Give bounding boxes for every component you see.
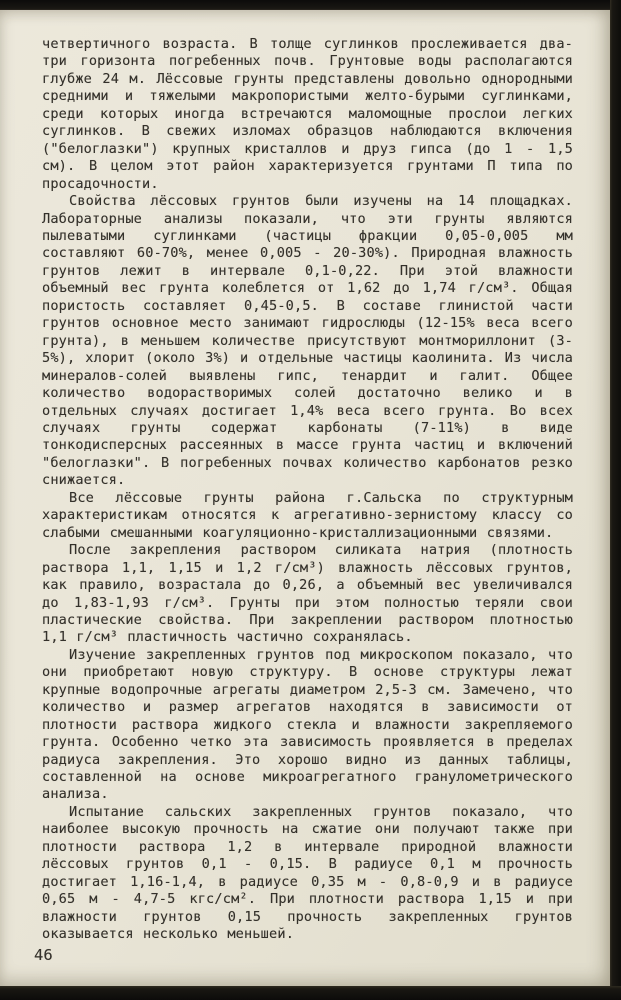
paper-page [0, 10, 610, 986]
paragraph: Изучение закрепленных грунтов под микроскопом показало, что они приобретают новую структуру. В основе структуры лежат крупные водопрочные агрегаты диаметром 2,5-3 см. Замечено, что количество и размер агрегатов находятся в зависимости от плотности раствора жидкого стекла и влажности закрепляемого грунта. Особенно четко эта зависимость проявляется в пределах радиуса закрепления. Это хорошо видно из данных таблицы, составленной на основе микроагрегатного гранулометрического анализа. [42, 646, 573, 803]
body-text [42, 36, 573, 944]
paragraph: Испытание сальских закрепленных грунтов показало, что наиболее высокую прочность на сжатие они получают также при плотности раствора 1,2 в интервале природной влажности лёссовых грунтов 0,1 - 0,15. В радиусе 0,1 м прочность достигает 1,16-1,4, в радиусе 0,35 м - 0,8-0,9 и в радиусе 0,65 м - 4,7-5 кгс/см². При плотности раствора 1,15 и при влажности грунтов 0,15 прочность закрепленных грунтов оказывается несколько меньшей. [42, 803, 573, 943]
paragraph-continuation: четвертичного возраста. В толще суглинков прослеживается два-три горизонта погребенных почв. Грунтовые воды располагаются глубже 24 м. Лёссовые грунты представлены довольно однородными средними и тяжелыми макропористыми желто-бурыми суглинками, среди которых иногда встречаются маломощные прослои легких суглинков. В свежих изломах образцов наблюдаются включения ("белоглазки") крупных кристаллов и друз гипса (до 1 - 1,5 см). В целом этот район характеризуется грунтами П типа по просадочности. [42, 36, 573, 192]
scan-edge-top [0, 0, 621, 10]
paragraph: Все лёссовые грунты района г.Сальска по структурным характеристикам относятся к агрегативно-зернистому классу со слабыми смешанными коагуляционно-кристаллизационными связями. [42, 489, 573, 541]
scan-edge-right [610, 0, 621, 1000]
scan-edge-bottom [0, 986, 621, 1000]
page-number: 46 [34, 946, 53, 964]
paragraph: Свойства лёссовых грунтов были изучены на 14 площадках. Лабораторные анализы показали, что эти грунты являются пылеватыми суглинками (частицы фракции 0,05-0,005 мм составляют 60-70%, менее 0,005 - 20-30%). Природная влажность грунтов лежит в интервале 0,1-0,22. При этой влажности объемный вес грунта колеблется от 1,62 до 1,74 г/см³. Общая пористость составляет 0,45-0,5. В составе глинистой части грунтов основное место занимают гидрослюды (12-15% веса всего грунта), в меньшем количестве присутствуют монтмориллонит (3-5%), хлорит (около 3%) и отдельные частицы каолинита. Из числа минералов-солей выявлены гипс, тенардит и галит. Общее количество водорастворимых солей достаточно велико и в отдельных случаях достигает 1,4% веса всего грунта. Во всех случаях грунты содержат карбонаты (7-11%) в виде тонкодисперсных рассеянных в массе грунта частиц и включений "белоглазки". В погребенных почвах количество карбонатов резко снижается. [42, 193, 573, 489]
paragraph: После закрепления раствором силиката натрия (плотность раствора 1,1, 1,15 и 1,2 г/см³) влажность лёссовых грунтов, как правило, возрастала до 0,26, а объемный вес увеличивался до 1,83-1,93 г/см³. Грунты при этом полностью теряли свои пластические свойства. При закреплении раствором плотностью 1,1 г/см³ пластичность частично сохранялась. [42, 542, 573, 646]
